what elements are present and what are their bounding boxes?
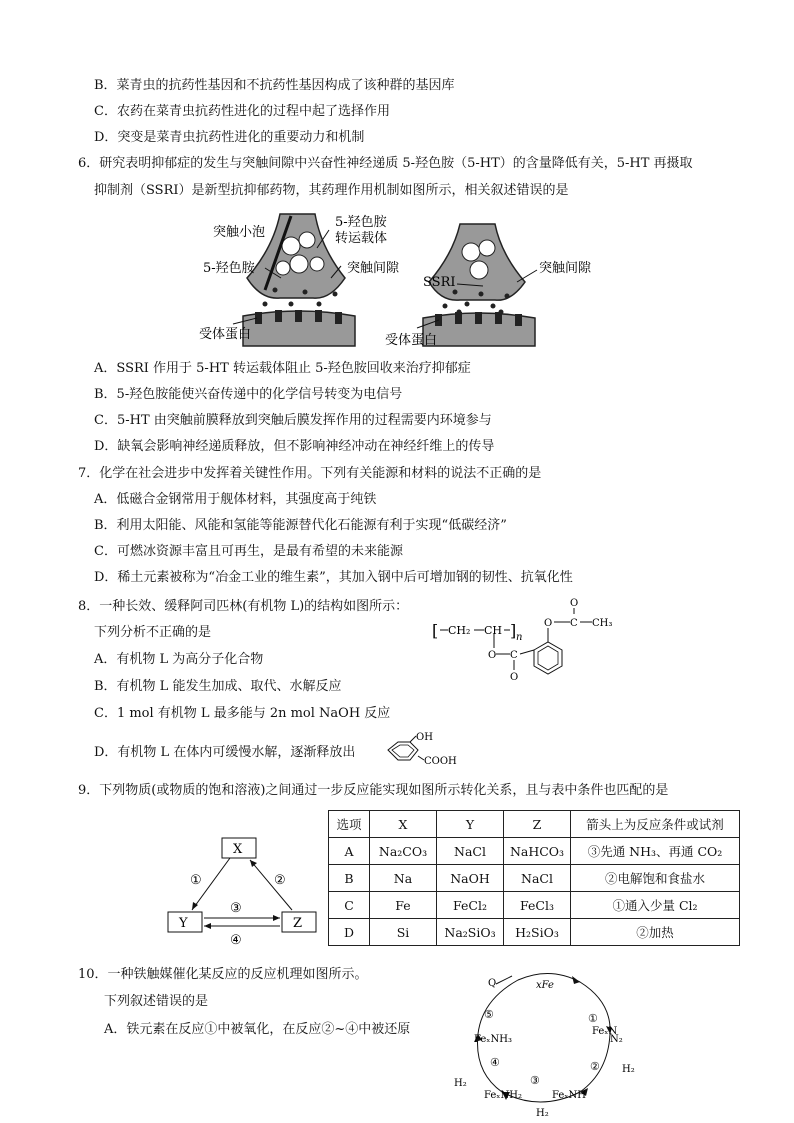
reactant-h2-right: H₂ xyxy=(622,1064,635,1075)
q6-option-c: C．5-HT 由突触前膜释放到突触后膜发挥作用的过程需要内环境参与 xyxy=(94,413,492,428)
q10-sub: 下列叙述错误的是 xyxy=(104,994,209,1009)
label-cleft-right: 突触间隙 xyxy=(539,261,592,276)
product-q: Q xyxy=(488,978,497,989)
q7-option-a: A．低磁合金钢常用于舰体材料，其强度高于纯铁 xyxy=(94,492,377,507)
label-ch: CH xyxy=(484,624,503,637)
label-c-ester: C xyxy=(510,650,518,661)
label-vesicle: 突触小泡 xyxy=(213,225,266,240)
table-row xyxy=(329,919,740,946)
q5-option-d: D．突变是菜青虫抗药性进化的重要动力和机制 xyxy=(94,130,365,145)
reactant-n2: N₂ xyxy=(610,1034,623,1045)
q6-option-a: A．SSRI 作用于 5-HT 转运载体阻止 5-羟色胺回收来治疗抑郁症 xyxy=(94,361,471,376)
cell-condition: ③先通 NH₃、再通 CO₂ xyxy=(571,838,740,865)
q6-stem-line1: 6．研究表明抑郁症的发生与突触间隙中兴奋性神经递质 5-羟色胺（5-HT）的含量降低有关，5-HT 再摄取 xyxy=(78,156,693,171)
cell-option: B xyxy=(329,865,370,892)
q10-option-a: A．铁元素在反应①中被氧化，在反应②~④中被还原 xyxy=(104,1022,411,1037)
svg-text:]: ] xyxy=(510,621,517,640)
step-4: ④ xyxy=(490,1056,500,1069)
cell-y: NaOH xyxy=(437,865,504,892)
cell-x: Na xyxy=(370,865,437,892)
cell-z: NaHCO₃ xyxy=(504,838,571,865)
species-fexn: FeₓN xyxy=(592,1026,618,1037)
table-row xyxy=(329,892,740,919)
q7-option-b: B．利用太阳能、风能和氢能等能源替代化石能源有利于实现“低碳经济” xyxy=(94,518,507,533)
xyz-conversion-diagram xyxy=(160,830,320,948)
cell-condition: ②电解饱和食盐水 xyxy=(571,865,740,892)
q10-stem: 10．一种铁触媒催化某反应的反应机理如图所示。 xyxy=(78,967,368,982)
label-serotonin: 5-羟色胺 xyxy=(203,261,255,276)
header-cell: Z xyxy=(504,811,571,838)
cell-condition: ②加热 xyxy=(571,919,740,946)
q6-stem-line2: 抑制剂（SSRI）是新型抗抑郁药物，其药理作用机制如图所示，相关叙述错误的是 xyxy=(94,183,569,198)
label-receptor-left: 受体蛋白 xyxy=(199,327,252,342)
species-fexnh3: FeₓNH₃ xyxy=(474,1034,513,1045)
cell-x: Si xyxy=(370,919,437,946)
cell-x: Na₂CO₃ xyxy=(370,838,437,865)
label-o-ester: O xyxy=(488,650,497,661)
salicylic-acid-structure xyxy=(380,730,460,770)
step-2: ② xyxy=(590,1060,600,1073)
iron-catalyst-cycle xyxy=(440,962,660,1120)
header-cell: X xyxy=(370,811,437,838)
q6-option-d: D．缺氧会影响神经递质释放，但不影响神经冲动在神经纤维上的传导 xyxy=(94,439,495,454)
reactant-h2-bottom: H₂ xyxy=(536,1108,549,1119)
cell-y: FeCl₂ xyxy=(437,892,504,919)
header-cell: 箭头上为反应条件或试剂 xyxy=(571,811,740,838)
cell-condition: ①通入少量 Cl₂ xyxy=(571,892,740,919)
q9-table xyxy=(328,810,740,946)
label-cleft-left: 突触间隙 xyxy=(347,261,400,276)
synapse-figure xyxy=(195,208,605,350)
header-cell: 选项 xyxy=(329,811,370,838)
label-ssri: SSRI xyxy=(423,275,456,290)
cell-z: NaCl xyxy=(504,865,571,892)
label-o-acetyl: O xyxy=(544,618,553,629)
node-x: X xyxy=(233,842,243,857)
cell-y: NaCl xyxy=(437,838,504,865)
aspirin-polymer-structure xyxy=(430,596,630,684)
label-ch3: CH₃ xyxy=(592,618,613,629)
cell-x: Fe xyxy=(370,892,437,919)
table-header-row xyxy=(329,811,740,838)
label-transporter-1: 5-羟色胺 xyxy=(335,215,387,230)
q8-sub: 下列分析不正确的是 xyxy=(94,625,212,640)
cell-z: H₂SiO₃ xyxy=(504,919,571,946)
step-1: ① xyxy=(588,1012,598,1025)
label-n: n xyxy=(516,632,523,643)
species-xfe: xFe xyxy=(536,980,554,991)
node-y: Y xyxy=(179,916,188,931)
species-fexnh: FeₓNH xyxy=(552,1090,587,1101)
species-fexnh2: FeₓNH₂ xyxy=(484,1090,523,1101)
header-cell: Y xyxy=(437,811,504,838)
label-oh: OH xyxy=(416,732,433,743)
arrow-label-1: ① xyxy=(190,873,202,888)
q8-option-a: A．有机物 L 为高分子化合物 xyxy=(94,652,264,667)
q6-option-b: B．5-羟色胺能使兴奋传递中的化学信号转变为电信号 xyxy=(94,387,403,402)
cell-option: D xyxy=(329,919,370,946)
q9-stem: 9．下列物质(或物质的饱和溶液)之间通过一步反应能实现如图所示转化关系，且与表中条件也匹配的是 xyxy=(78,783,669,798)
arrow-label-3: ③ xyxy=(230,901,242,916)
label-o-acetyl-carbonyl: O xyxy=(570,598,579,609)
q7-option-d: D．稀土元素被称为“冶金工业的维生素”，其加入钢中后可增加钢的韧性、抗氧化性 xyxy=(94,570,573,585)
q8-option-c: C．1 mol 有机物 L 最多能与 2n mol NaOH 反应 xyxy=(94,706,391,721)
label-c-acetyl: C xyxy=(570,618,578,629)
q8-option-d: D．有机物 L 在体内可缓慢水解，逐渐释放出 xyxy=(94,745,356,760)
arrow-label-2: ② xyxy=(274,873,286,888)
label-transporter-2: 转运载体 xyxy=(335,231,388,246)
q8-stem: 8．一种长效、缓释阿司匹林(有机物 L)的结构如图所示： xyxy=(78,599,409,614)
reactant-h2-left: H₂ xyxy=(454,1078,467,1089)
step-3: ③ xyxy=(530,1074,540,1087)
cell-option: A xyxy=(329,838,370,865)
label-cooh: COOH xyxy=(424,756,457,767)
q8-option-b: B．有机物 L 能发生加成、取代、水解反应 xyxy=(94,679,342,694)
table-row xyxy=(329,865,740,892)
svg-text:[: [ xyxy=(432,621,439,640)
arrow-label-4: ④ xyxy=(230,933,242,948)
q7-stem: 7．化学在社会进步中发挥着关键性作用。下列有关能源和材料的说法不正确的是 xyxy=(78,466,542,481)
label-o-carbonyl: O xyxy=(510,672,519,683)
q5-option-b: B．菜青虫的抗药性基因和不抗药性基因构成了该种群的基因库 xyxy=(94,78,455,93)
label-receptor-right: 受体蛋白 xyxy=(385,333,438,348)
cell-option: C xyxy=(329,892,370,919)
label-ch2: CH₂ xyxy=(448,624,471,637)
cell-y: Na₂SiO₃ xyxy=(437,919,504,946)
node-z: Z xyxy=(293,916,303,931)
step-5: ⑤ xyxy=(484,1008,494,1021)
cell-z: FeCl₃ xyxy=(504,892,571,919)
table-row xyxy=(329,838,740,865)
q7-option-c: C．可燃冰资源丰富且可再生，是最有希望的未来能源 xyxy=(94,544,403,559)
q5-option-c: C．农药在菜青虫抗药性进化的过程中起了选择作用 xyxy=(94,104,390,119)
